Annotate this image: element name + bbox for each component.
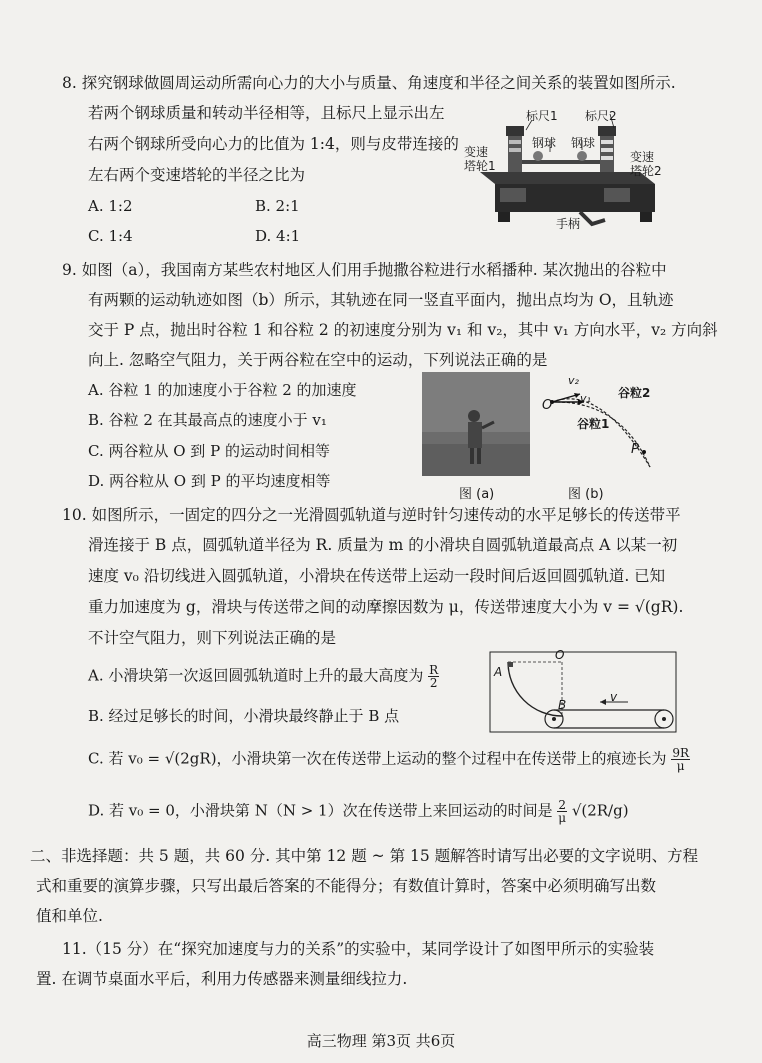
label-ruler-2: 标尺2 (585, 109, 617, 123)
label-grain-1: 谷粒1 (577, 417, 610, 431)
caption-figure-a: 图 (a) (459, 487, 495, 502)
q9-line-4: 向上. 忽略空气阻力，关于两谷粒在空中的运动，下列说法正确的是 (88, 351, 548, 369)
label-point-p: P (631, 442, 639, 457)
q8-option-c: C. 1:4 (88, 227, 133, 245)
q10-line-3: 速度 v₀ 沿切线进入圆弧轨道，小滑块在传送带上运动一段时间后返回圆弧轨道. 已知 (88, 567, 666, 585)
q11-line-2: 置. 在调节桌面水平后，利用力传感器来测量细线拉力. (36, 970, 408, 988)
q10-line-1: 10. 如图所示，一固定的四分之一光滑圆弧轨道与逆时针匀速传动的水平足够长的传送带平 (62, 506, 681, 524)
q10-option-b: B. 经过足够长的时间，小滑块最终静止于 B 点 (88, 707, 400, 725)
label-ball-left: 钢球 (532, 136, 557, 150)
label-v2: v₂ (568, 374, 579, 387)
q10-option-a-text: A. 小滑块第一次返回圆弧轨道时上升的最大高度为 (88, 666, 424, 685)
q8-option-d: D. 4:1 (255, 227, 301, 245)
label-pulley-left: 变速 塔轮1 (464, 145, 496, 173)
label-point-b: B (558, 698, 567, 712)
label-ball-right: 钢球 (571, 136, 596, 150)
q10-line-4: 重力加速度为 g，滑块与传送带之间的动摩擦因数为 μ，传送带速度大小为 v = √(gR). (88, 598, 684, 616)
label-velocity-v: v (610, 690, 618, 704)
q8-line-3: 右两个钢球所受向心力的比值为 1:4，则与皮带连接的 (88, 135, 459, 153)
q10-option-c-text: C. 若 v₀ = √(2gR)，小滑块第一次在传送带上运动的整个过程中在传送带上的痕迹长为 (88, 749, 667, 768)
label-point-o: O (542, 398, 553, 413)
label-point-a: A (494, 665, 503, 679)
q8-option-a: A. 1:2 (88, 197, 133, 215)
frac-den: μ (558, 811, 567, 825)
section2-line-3: 值和单位. (36, 907, 103, 925)
q9-line-3: 交于 P 点，抛出时谷粒 1 和谷粒 2 的初速度分别为 v₁ 和 v₂，其中 v₁ 方向水平，v₂ 方向斜 (88, 321, 718, 339)
frac-den: 2 (429, 676, 438, 690)
label-handle: 手柄 (556, 217, 581, 231)
section2-line-2: 式和重要的演算步骤，只写出最后答案的不能得分；有数值计算时，答案中必须明确写出数 (36, 877, 657, 895)
q8-line-2: 若两个钢球质量和转动半径相等，且标尺上显示出左 (88, 104, 445, 122)
q10-option-a-fraction (428, 664, 439, 689)
q10-option-c-fraction (671, 747, 690, 772)
q10-option-d-text: D. 若 v₀ = 0，小滑块第 N（N > 1）次在传送带上来回运动的时间是 (88, 801, 553, 820)
q10-option-a (88, 664, 439, 689)
q10-option-d (88, 799, 629, 824)
arc-conveyor-diagram (488, 650, 678, 734)
q11-line-1: 11.（15 分）在“探究加速度与力的关系”的实验中，某同学设计了如图甲所示的实验装 (62, 940, 655, 958)
q9-option-c: C. 两谷粒从 O 到 P 的运动时间相等 (88, 442, 330, 460)
frac-num: 9R (672, 746, 689, 760)
q9-option-b: B. 谷粒 2 在其最高点的速度小于 v₁ (88, 411, 327, 429)
section2-line-1: 二、非选择题：共 5 题，共 60 分. 其中第 12 题 ~ 第 15 题解答时请写出必要的文字说明、方程 (30, 847, 699, 865)
page-footer: 高三物理 第3页 共6页 (306, 1032, 456, 1050)
farmer-photo (422, 372, 530, 476)
q10-option-d-root: √(2R/g) (571, 801, 629, 820)
label-ruler-1: 标尺1 (526, 109, 558, 123)
label-grain-2: 谷粒2 (618, 386, 651, 400)
q10-option-c (88, 747, 690, 772)
label-v1: v₁ (580, 392, 591, 405)
frac-den: μ (676, 759, 685, 773)
q9-option-a: A. 谷粒 1 的加速度小于谷粒 2 的加速度 (88, 381, 357, 399)
q8-line-4: 左右两个变速塔轮的半径之比为 (88, 166, 306, 184)
q10-line-5: 不计空气阻力，则下列说法正确的是 (88, 629, 337, 647)
q8-option-b: B. 2:1 (255, 197, 300, 215)
frac-num: R (429, 663, 439, 677)
q9-option-d: D. 两谷粒从 O 到 P 的平均速度相等 (88, 472, 331, 490)
q9-line-2: 有两颗的运动轨迹如图（b）所示，其轨迹在同一竖直平面内，抛出点均为 O，且轨迹 (88, 291, 674, 309)
q8-line-1: 8. 探究钢球做圆周运动所需向心力的大小与质量、角速度和半径之间关系的装置如图所示. (62, 74, 676, 92)
frac-num: 2 (558, 798, 567, 812)
label-pulley-right: 变速 塔轮2 (630, 150, 662, 178)
q10-option-d-fraction (557, 799, 567, 824)
q9-line-1: 9. 如图（a），我国南方某些农村地区人们用手抛撒谷粒进行水稻播种. 某次抛出的谷粒中 (62, 261, 667, 279)
label-point-o: O (555, 648, 565, 662)
q10-line-2: 滑连接于 B 点，圆弧轨道半径为 R. 质量为 m 的小滑块自圆弧轨道最高点 A 以某一初 (88, 536, 678, 554)
caption-figure-b: 图 (b) (568, 487, 604, 502)
